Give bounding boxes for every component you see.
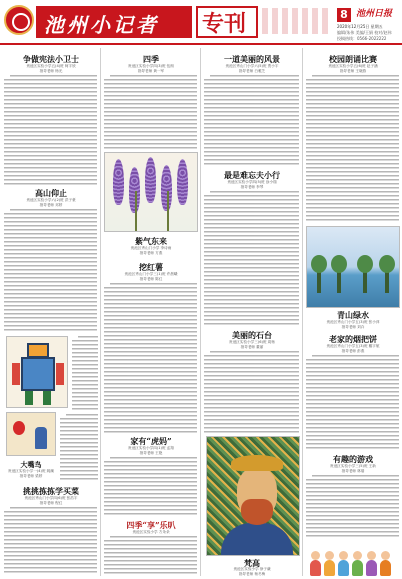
article-body <box>104 283 197 433</box>
robot-leg-icon <box>25 391 33 405</box>
article-byline: 贵池区实验小学五(6)班 赵子涵 <box>328 64 378 68</box>
article-byline: 贵池区实验小学 徐子谦 <box>233 567 271 571</box>
cartoon-kids-illustration <box>306 540 400 576</box>
brand-name: 池州日报 <box>356 9 393 19</box>
article-teacher: 指导老师 黄一军 <box>137 69 165 73</box>
wisteria-painting <box>104 152 198 232</box>
article-teacher: 指导老师 梁婷 <box>19 474 43 478</box>
article-byline: 贵池区秀山门小学三(1)班 许晨曦 <box>124 272 178 276</box>
column-divider <box>100 48 101 576</box>
article-title: 最是难忘夫小行 <box>224 170 280 180</box>
article-teacher: 指导老师 白雅芝 <box>238 69 266 73</box>
article-title: 青山绿水 <box>337 310 369 320</box>
article-byline: 贵池区秀山门小学五(3)班 张小萍 <box>326 320 380 324</box>
decorative-pattern <box>262 8 332 34</box>
newspaper-seal-icon <box>4 5 34 35</box>
kid-icon <box>310 560 321 576</box>
article-byline: 贵池区实验小学六(2)班 洪子豪 <box>26 198 76 202</box>
stem-icon <box>135 191 137 231</box>
kid-icon <box>366 560 377 576</box>
article-title: 挖红薯 <box>139 262 163 272</box>
hat-icon <box>231 455 283 471</box>
robot-drawing <box>6 336 68 408</box>
tree-icon <box>385 263 389 293</box>
article-body <box>204 75 299 167</box>
wisteria-icon <box>177 159 188 205</box>
article-teacher: 指导老师 彭燕 <box>341 349 365 353</box>
article-byline: 贵池区实验小学一(4)班 姚澜 <box>8 469 54 473</box>
column-divider <box>200 48 201 576</box>
contact-line: 投稿热线：0566-2022222 <box>337 36 387 41</box>
article-body <box>204 191 299 327</box>
kid-icon <box>352 560 363 576</box>
bird-drawing <box>6 412 56 456</box>
article-byline: 贵池区实验小学三(5)班 王新 <box>330 464 376 468</box>
branch-icon <box>35 427 47 449</box>
article-title: 争做宪法小卫士 <box>23 54 79 64</box>
article-byline: 贵池区实验小学五(4)班 柯宇欣 <box>26 64 76 68</box>
article-teacher: 指导老师 程红 <box>39 501 63 505</box>
editor-credit: 编辑/朱伟 美编/王娟 校对/赵伟 <box>337 30 392 35</box>
article-body <box>306 75 399 223</box>
robot-head-icon <box>27 343 49 358</box>
article-byline: 贵池区实验小学三(6)班 周杨 <box>229 340 275 344</box>
article-body <box>104 536 197 576</box>
article-body <box>104 75 197 149</box>
article-body <box>72 336 98 410</box>
article-byline: 贵池区秀山门小学五(3)班 戴宇航 <box>326 344 380 348</box>
tree-icon <box>317 263 321 293</box>
bird-icon <box>13 421 25 435</box>
article-teacher: 指导老师 邓婷 <box>39 203 63 207</box>
article-title: 梵高 <box>244 558 260 568</box>
column-divider <box>302 48 303 576</box>
page-title: 池州小记者 <box>44 13 159 37</box>
article-title: 校园朗诵比赛 <box>329 54 377 64</box>
robot-arm-icon <box>56 363 64 385</box>
article-teacher: 指导老师 陈红 <box>139 277 163 281</box>
article-body <box>60 414 98 482</box>
article-teacher: 指导老师 王晓燕 <box>339 69 367 73</box>
article-title: 紫气东来 <box>135 236 167 246</box>
article-byline: 贵池区秀山门小学四(6)班 张浩宇 <box>24 496 78 500</box>
article-byline: 贵池区实验小学 方朵朵 <box>132 530 170 534</box>
issue-date: 2020年12月25日 星期五 <box>337 24 383 29</box>
article-title: 四季“享”乐叭 <box>126 520 176 530</box>
article-title: 大嘴鸟 <box>20 460 42 469</box>
article-title: 老家的烟把饼 <box>329 334 377 344</box>
article-body <box>4 75 97 185</box>
article-body <box>4 209 97 331</box>
beard-icon <box>241 499 273 525</box>
article-body <box>104 457 197 517</box>
wisteria-icon <box>113 159 124 205</box>
robot-leg-icon <box>43 391 51 405</box>
article-byline: 贵池区实验小学四(5)班 涂小瑞 <box>227 180 277 184</box>
article-teacher: 指导老师 董丽 <box>240 345 264 349</box>
stem-icon <box>167 191 169 231</box>
article-body <box>306 475 399 537</box>
article-body <box>306 355 399 451</box>
page-number: 8 <box>337 8 351 22</box>
article-title: 一道美丽的风景 <box>224 54 280 64</box>
article-title: 有趣的游戏 <box>333 454 373 464</box>
article-title: 挑挑拣拣学买菜 <box>23 486 79 496</box>
article-byline: 贵池区实验小学四(1)班 孟翔 <box>128 446 174 450</box>
article-teacher: 指导老师 林瑞 <box>341 469 365 473</box>
van-gogh-portrait <box>206 436 300 556</box>
special-label: 专刊 <box>202 11 247 37</box>
coat-icon <box>221 523 293 556</box>
kid-icon <box>338 560 349 576</box>
tree-icon <box>337 263 341 293</box>
robot-body-icon <box>21 357 55 391</box>
masthead <box>0 0 402 44</box>
article-body <box>4 507 97 575</box>
article-teacher: 指导老师 方燕 <box>139 251 163 255</box>
landscape-painting <box>306 226 400 308</box>
tree-icon <box>363 263 367 293</box>
kid-icon <box>380 560 391 576</box>
article-teacher: 指导老师 王艳 <box>139 451 163 455</box>
article-title: 美丽的石台 <box>232 330 272 340</box>
kid-icon <box>324 560 335 576</box>
article-byline: 贵池区秀山门小学 李诗雨 <box>130 246 172 250</box>
robot-arm-icon <box>12 363 20 385</box>
article-teacher: 指导老师 李琴 <box>240 185 264 189</box>
article-body <box>204 351 299 433</box>
article-title: 高山仰止 <box>35 188 67 198</box>
article-teacher: 指导老师 刘卉 <box>341 325 365 329</box>
header-rule <box>0 43 402 45</box>
article-byline: 贵池区秀山门小学六(5)班 贾小宇 <box>225 64 279 68</box>
article-byline: 贵池区实验小学四(3)班 伍朗 <box>128 64 174 68</box>
article-teacher: 指导老师 杨光 <box>39 69 63 73</box>
wisteria-icon <box>145 157 156 203</box>
article-title: 四季 <box>143 54 159 64</box>
article-title: 家有“虎妈” <box>130 436 172 446</box>
article-teacher: 指导老师 杨冬梅 <box>238 572 266 576</box>
